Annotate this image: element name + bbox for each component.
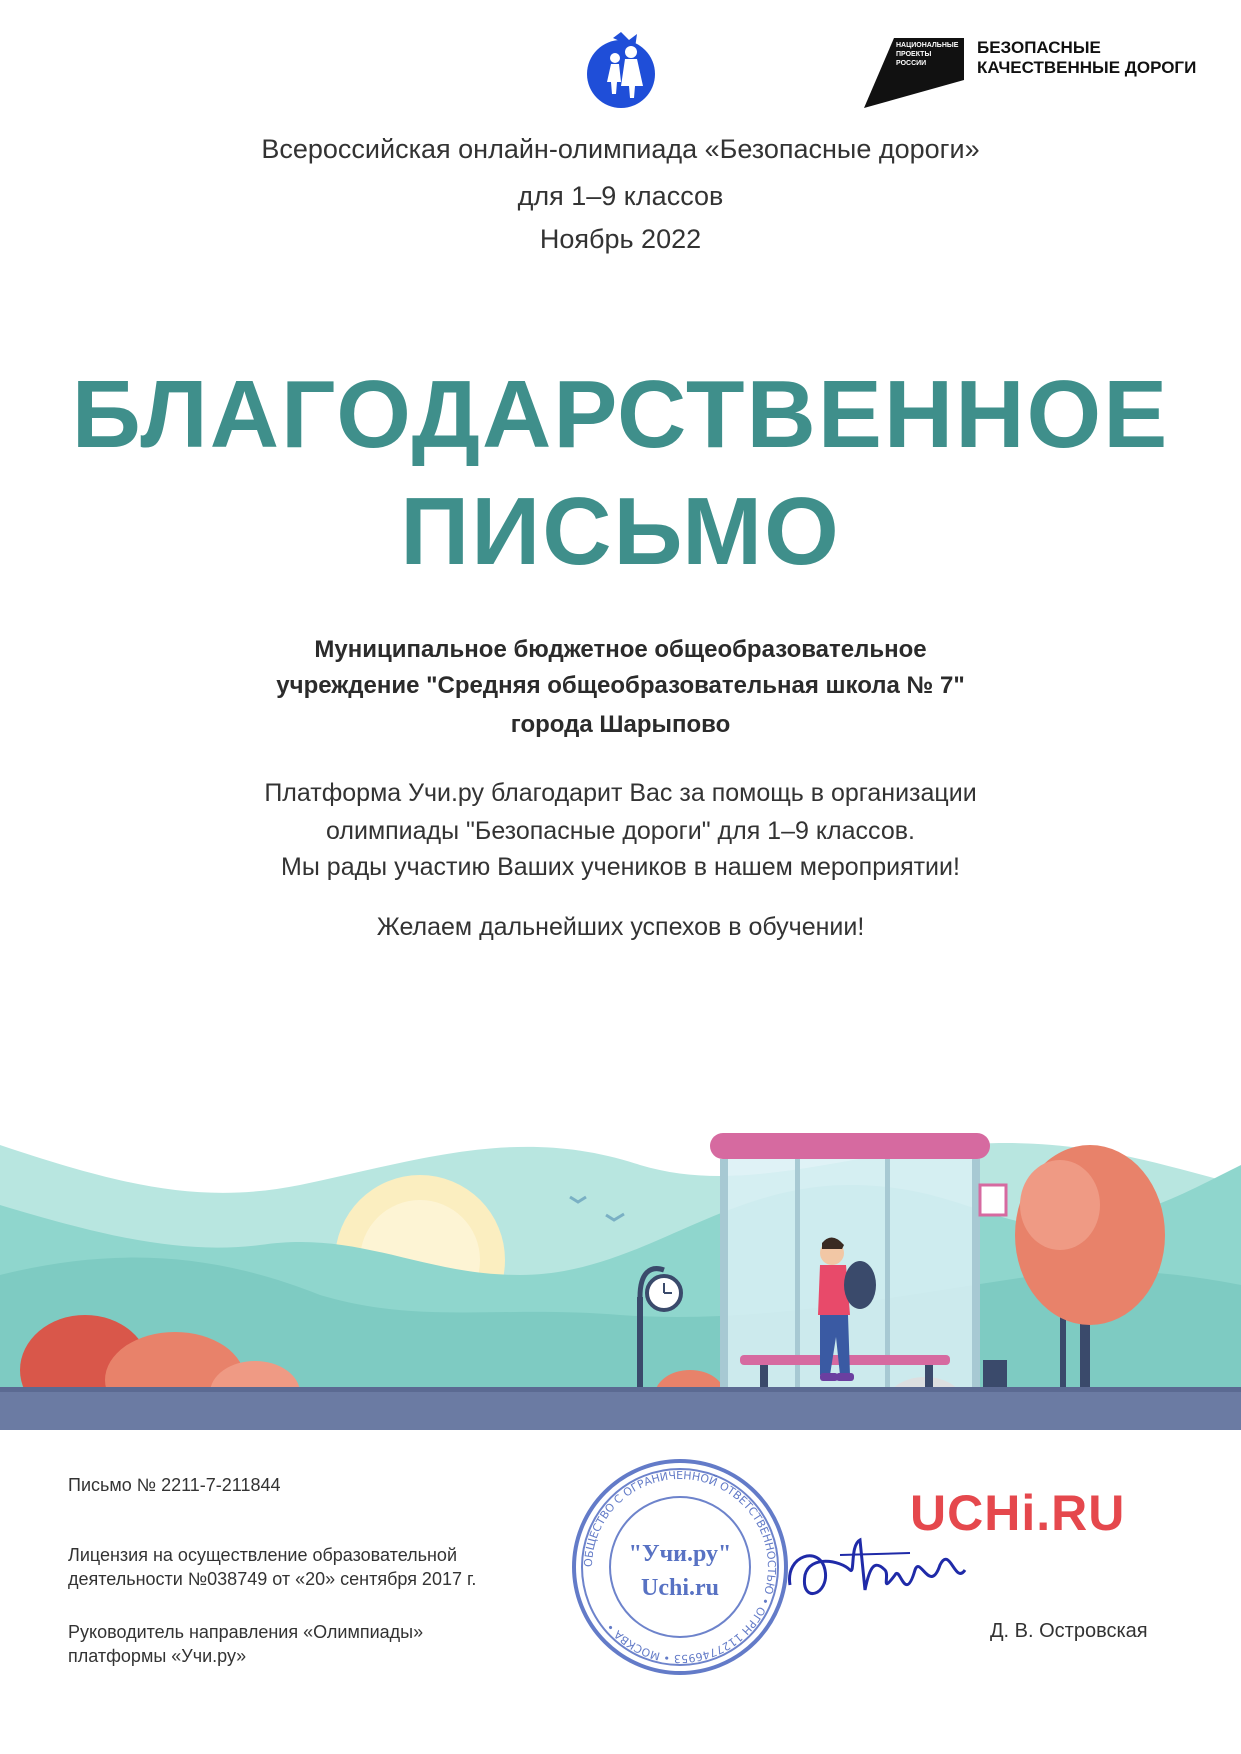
stamp-inner-line1: "Учи.ру": [628, 1541, 732, 1567]
stamp-ring-text: ОБЩЕСТВО С ОГРАНИЧЕННОЙ ОТВЕТСТВЕННОСТЬЮ • ОГРН 1127746953 • МОСКВА •: [581, 1468, 779, 1666]
safe-roads-title: [977, 38, 1196, 78]
uchi-ru-logo: UCHi.RU: [910, 1485, 1126, 1541]
head-title-line2: платформы «Учи.ру»: [68, 1646, 247, 1666]
recipient-line3: города Шарыпово: [510, 711, 731, 738]
recipient-line2: учреждение "Средняя общеобразовательная школа № 7": [276, 672, 965, 699]
national-projects-text: НАЦИОНАЛЬНЫЕ ПРОЕКТЫ РОССИИ: [896, 42, 959, 67]
wish-line: Желаем дальнейших успехов в обучении!: [376, 913, 865, 941]
company-stamp: [568, 1455, 792, 1679]
license-line1: Лицензия на осуществление образовательной: [68, 1545, 457, 1565]
letter-number: Письмо № 2211-7-211844: [68, 1475, 281, 1495]
safe-roads-line1: БЕЗОПАСНЫЕ: [977, 38, 1101, 57]
olympiad-name: Всероссийская онлайн-олимпиада «Безопасные дороги»: [261, 134, 980, 164]
bus-stop-illustration: [0, 1125, 1241, 1430]
body-line3: Мы рады участию Ваших учеников в нашем мероприятии!: [281, 853, 960, 881]
license-line2: деятельности №038749 от «20» сентября 2017 г.: [68, 1569, 477, 1589]
letter-title-line1: БЛАГОДАРСТВЕННОЕ: [71, 361, 1170, 468]
body-line2: олимпиады "Безопасные дороги" для 1–9 классов.: [326, 817, 915, 845]
head-title-line1: Руководитель направления «Олимпиады»: [68, 1622, 424, 1642]
letter-title-line2: ПИСЬМО: [400, 478, 841, 585]
recipient-line1: Муниципальное бюджетное общеобразовательное: [314, 636, 927, 663]
safe-roads-project-logo: [864, 38, 1204, 108]
olympiad-grades: для 1–9 классов: [517, 181, 724, 211]
stamp-inner-line2: Uchi.ru: [641, 1575, 719, 1601]
svg-text:ОБЩЕСТВО С ОГРАНИЧЕННОЙ ОТВЕТС: [582, 1469, 778, 1665]
signer-name: Д. В. Островская: [990, 1620, 1148, 1642]
body-line1: Платформа Учи.ру благодарит Вас за помощь в организации: [264, 779, 977, 807]
safe-roads-line2: КАЧЕСТВЕННЫЕ ДОРОГИ: [977, 58, 1197, 77]
olympiad-date: Ноябрь 2022: [539, 224, 702, 254]
children-crossing-icon: [585, 30, 657, 110]
olympiad-logo: [585, 30, 657, 110]
